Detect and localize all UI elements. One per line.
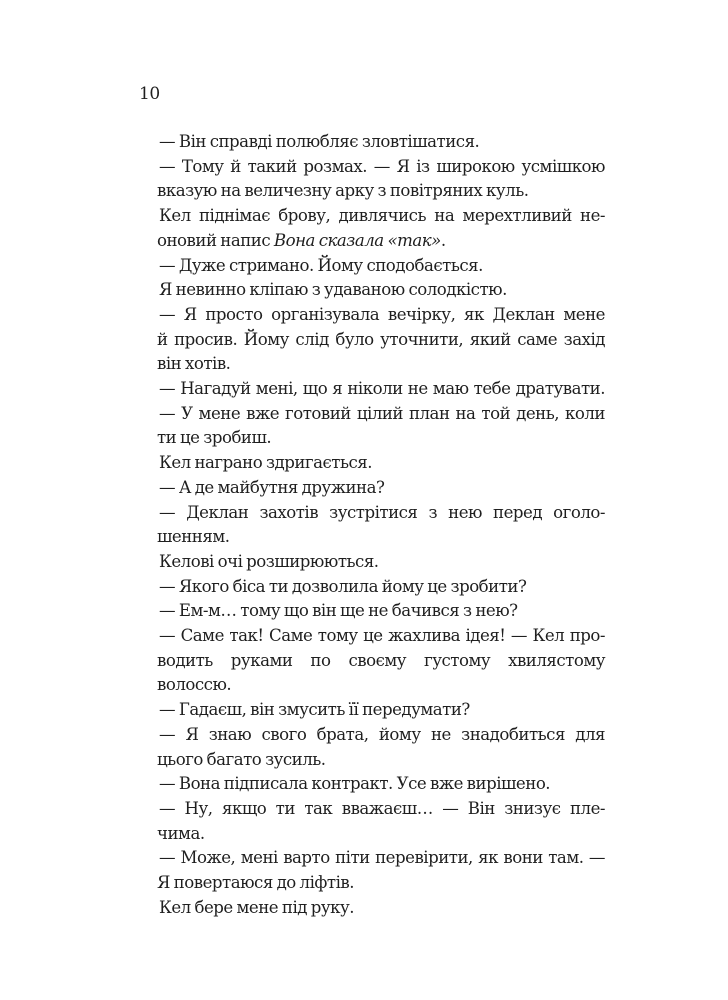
- text-line: [157, 229, 605, 254]
- text-line: — Ем-м… тому що він ще не бачився з нею?: [159, 601, 518, 621]
- text-line: Я невинно кліпаю з удаваною солодкістю.: [159, 280, 507, 300]
- text-line: Кел піднімає брову, дивлячись на мерехтливий не-: [159, 206, 605, 226]
- text-line: Кел награно здригається.: [159, 453, 373, 473]
- text-line: він хотів.: [157, 354, 231, 374]
- text-line: — Деклан захотів зустрітися з нею перед оголо-: [159, 502, 605, 522]
- text-line: — Якого біса ти дозволила йому це зробити?: [159, 576, 527, 596]
- italic-phrase: Вона сказала «так»: [273, 230, 441, 250]
- text-segment: оновий напис: [157, 230, 274, 250]
- text-line: ти це зробиш.: [157, 428, 272, 448]
- text-line: — Він справді полюбляє зловтішатися.: [159, 132, 480, 151]
- text-line: Кел бере мене під руку.: [159, 897, 355, 917]
- text-line: — Я знаю свого брата, йому не знадобиться для: [159, 724, 605, 744]
- text-line: — А де майбутня дружина?: [159, 477, 385, 497]
- text-segment: .: [440, 230, 446, 250]
- text-line: — Може, мені варто піти перевірити, як вони там. —: [159, 848, 605, 868]
- text-line: й просив. Йому слід було уточнити, який саме захід: [157, 329, 605, 349]
- text-line: шенням.: [157, 527, 230, 547]
- text-line: чима.: [157, 823, 205, 843]
- text-line: — У мене вже готовий цілий план на той день, коли: [159, 403, 605, 423]
- text-line: — Тому й такий розмах. — Я із широкою усмішкою: [159, 156, 605, 176]
- text-line: — Нагадуй мені, що я ніколи не маю тебе дратувати.: [159, 379, 605, 399]
- text-line: Я повертаюся до ліфтів.: [157, 873, 354, 893]
- text-line: — Вона підписала контракт. Усе вже вирішено.: [159, 774, 551, 794]
- text-line: вказую на величезну арку з повітряних куль.: [157, 181, 529, 201]
- text-line: цього багато зусиль.: [157, 749, 326, 769]
- text-line: Келові очі розширюються.: [159, 551, 379, 571]
- text-line: — Саме так! Саме тому це жахлива ідея! — Кел про-: [159, 626, 605, 646]
- text-line: — Я просто організувала вечірку, як Деклан мене: [159, 304, 605, 324]
- text-line: водить руками по своєму густому хвилястому волоссю.: [157, 650, 605, 695]
- body-text: [157, 130, 605, 921]
- page-number: 10: [139, 84, 160, 104]
- text-line: — Дуже стримано. Йому сподобається.: [159, 255, 483, 275]
- text-line: — Ну, якщо ти так вважаєш… — Він знизує пле-: [159, 798, 605, 818]
- text-line: — Гадаєш, він змусить її передумати?: [159, 700, 470, 720]
